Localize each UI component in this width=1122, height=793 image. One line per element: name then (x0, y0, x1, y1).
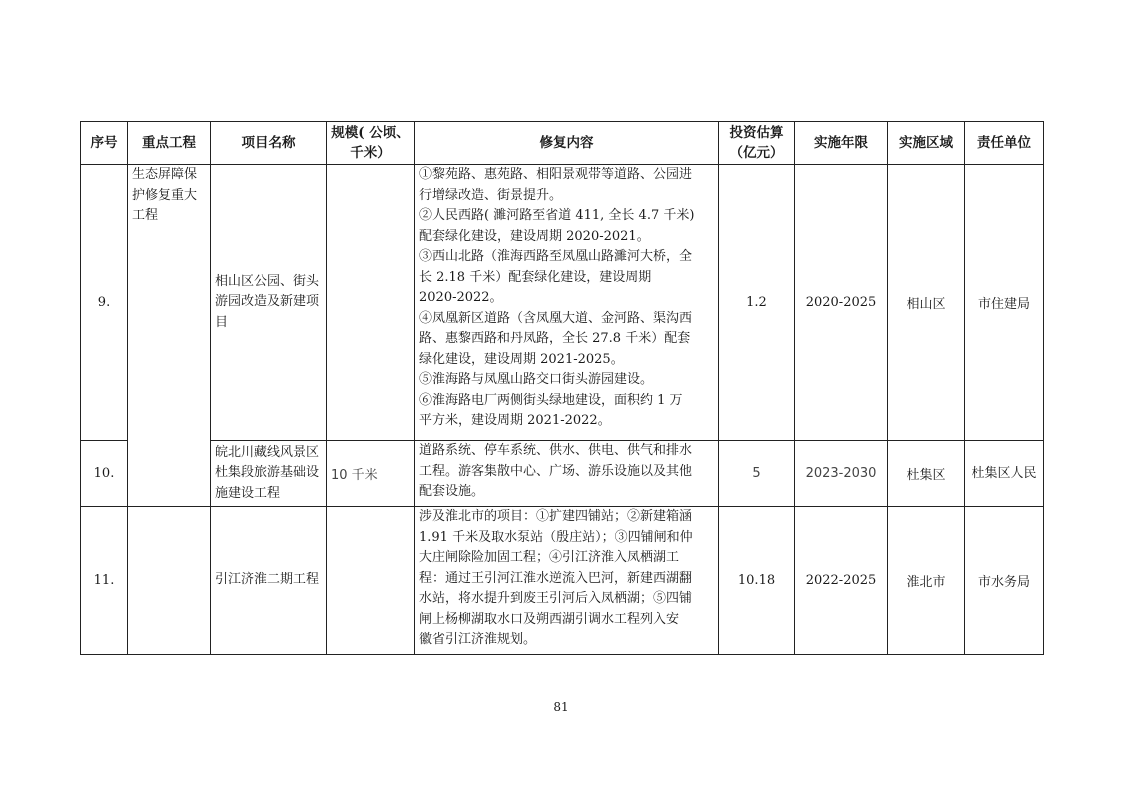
header-investment: 投资估算（亿元） (719, 122, 795, 165)
row-investment: 1.2 (719, 165, 795, 441)
key-engineering-cell: 生态屏障保护修复重大工程 (128, 165, 211, 507)
row-area: 淮北市 (888, 507, 965, 655)
header-row (81, 122, 1044, 165)
content-line: ③西山北路（淮海西路至凤凰山路濉河大桥，全 (419, 249, 693, 264)
content-line: 行增绿改造、街景提升。 (419, 187, 563, 203)
row-area: 相山区 (888, 165, 965, 441)
row-period: 2020-2025 (795, 165, 888, 441)
row-investment: 5 (719, 441, 795, 507)
row-content (415, 165, 719, 441)
content-line: 绿化建设，建设周期 2021-2025。 (419, 351, 624, 367)
page-number: 81 (553, 700, 569, 714)
table-row (81, 441, 1044, 507)
content-line: 配套设施。 (419, 484, 485, 499)
content-line: 1.91 千米及取水泵站（殷庄站）；③四铺闸和仲 (419, 529, 693, 545)
content-line: 路、惠黎西路和丹凤路，全长 27.8 千米）配套 (419, 331, 691, 346)
row-period: 2022-2025 (795, 507, 888, 655)
header-project-name: 项目名称 (211, 122, 327, 165)
table-row (81, 165, 1044, 441)
row-investment: 10.18 (719, 507, 795, 655)
row-scale: 10 千米 (327, 441, 415, 507)
content-line: 闸上杨柳湖取水口及朔西湖引调水工程列入安 (419, 611, 680, 627)
content-line: 程：通过王引河江淮水逆流入巴河，新建西湖翻 (419, 570, 693, 586)
row-project-name: 引江济淮二期工程 (211, 507, 327, 655)
row-project-name: 皖北川藏线风景区杜集段旅游基础设施建设工程 (211, 441, 327, 507)
row-unit: 市水务局 (965, 507, 1044, 655)
row-content (415, 507, 719, 655)
row-scale (327, 507, 415, 655)
content-line: 长 2.18 千米）配套绿化建设，建设周期 (419, 269, 652, 285)
row-unit: 市住建局 (965, 165, 1044, 441)
row-seq: 9. (81, 165, 128, 441)
header-unit: 责任单位 (965, 122, 1044, 165)
header-key-project: 重点工程 (128, 122, 211, 165)
content-line: ⑤淮海路与凤凰山路交口街头游园建设。 (419, 372, 654, 387)
key-engineering-empty (128, 507, 211, 655)
project-table (80, 121, 1044, 655)
content-line: 2020-2022。 (419, 290, 503, 305)
content-line: ②人民西路( 濉河路至省道 411, 全长 4.7 千米) (419, 208, 695, 223)
content-line: ⑥淮海路电厂两侧街头绿地建设，面积约 1 万 (419, 392, 683, 408)
content-line: ④凤凰新区道路（含凤凰大道、金河路、渠沟西 (419, 310, 693, 326)
content-line: 工程。游客集散中心、广场、游乐设施以及其他 (419, 463, 693, 479)
row-seq: 10. (81, 441, 128, 507)
content-line: ①黎苑路、惠苑路、相阳景观带等道路、公园进 (419, 167, 693, 182)
header-scale: 规模( 公顷、 千米） (327, 122, 415, 165)
content-line: 涉及淮北市的项目：①扩建四铺站；②新建箱涵 (419, 509, 693, 524)
row-unit: 杜集区人民 (965, 441, 1044, 507)
row-seq: 11. (81, 507, 128, 655)
header-period: 实施年限 (795, 122, 888, 165)
row-scale (327, 165, 415, 441)
content-line: 道路系统、停车系统、供水、供电、供气和排水 (419, 443, 693, 458)
content-line: 水站，将水提升到废王引河后入凤栖湖；⑤四铺 (419, 591, 693, 606)
row-project-name: 相山区公园、街头游园改造及新建项目 (211, 165, 327, 441)
row-area: 杜集区 (888, 441, 965, 507)
content-line: 徽省引江济淮规划。 (419, 632, 537, 647)
content-line: 平方米，建设周期 2021-2022。 (419, 413, 611, 428)
content-line: 配套绿化建设，建设周期 2020-2021。 (419, 228, 650, 244)
header-seq: 序号 (81, 122, 128, 165)
table-row (81, 507, 1044, 655)
row-period: 2023-2030 (795, 441, 888, 507)
content-line: 大庄闸除险加固工程；④引江济淮入凤栖湖工 (419, 550, 680, 565)
header-area: 实施区域 (888, 122, 965, 165)
header-content: 修复内容 (415, 122, 719, 165)
row-content (415, 441, 719, 507)
